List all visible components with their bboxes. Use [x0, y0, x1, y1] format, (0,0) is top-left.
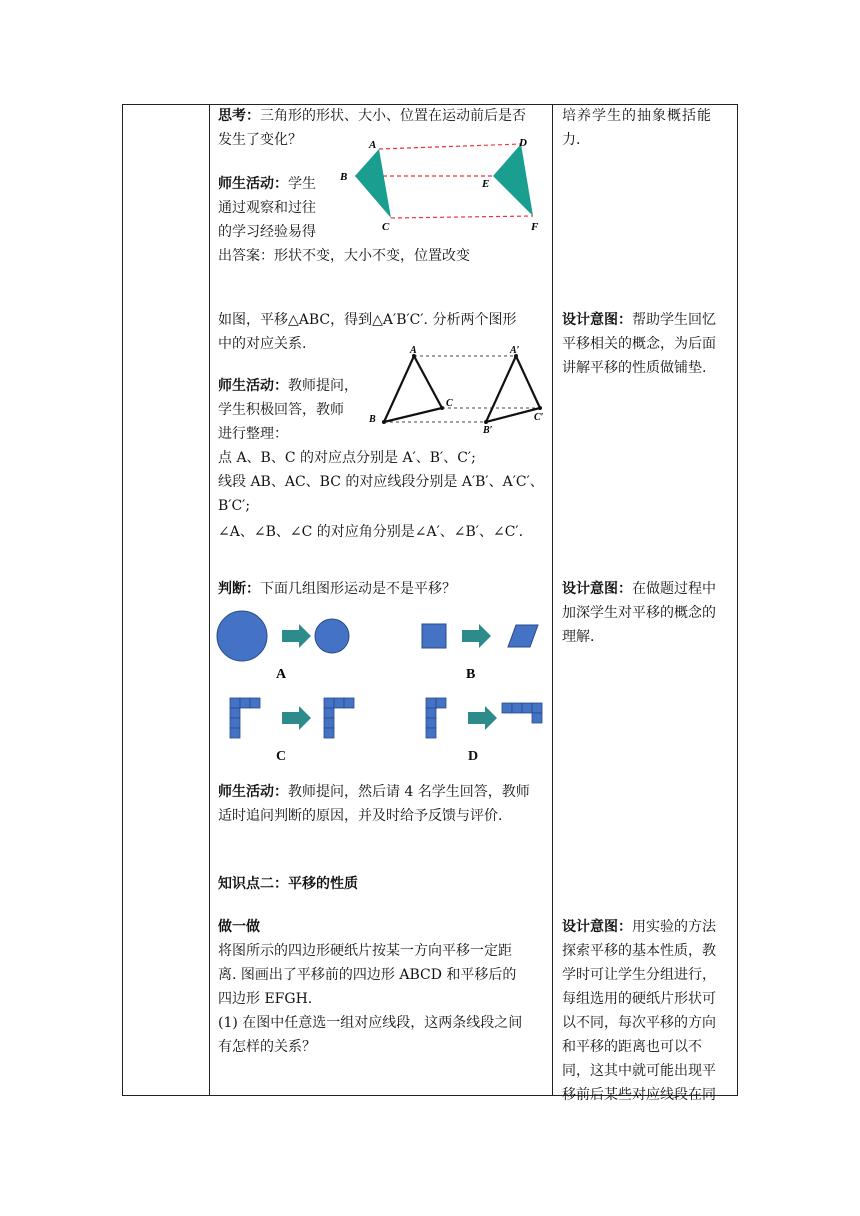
- do-it-line-2: 离. 图画出了平移前的四边形 ABCD 和平移后的: [218, 967, 517, 983]
- option-d-label: D: [468, 749, 479, 764]
- activity-1-line-4: 出答案：形状不变，大小不变，位置改变: [218, 248, 470, 264]
- right-note-4-line-3: 学时可让学生分组进行，: [562, 967, 716, 983]
- judge-block: [218, 577, 548, 601]
- section-2-line-1: 如图，平移△ABC，得到△A′B′C′. 分析两个图形: [218, 312, 517, 328]
- activity-1-line-3: 的学习经验易得: [218, 224, 316, 240]
- activity-3: [218, 780, 548, 828]
- activity-2-line-2: 学生积极回答，教师: [218, 402, 344, 418]
- label-f: F: [531, 221, 539, 233]
- label-b-prime: B′: [483, 425, 493, 434]
- label-c: C: [446, 398, 453, 409]
- label-c: C: [382, 221, 390, 233]
- activity-1-line-1: 学生: [288, 176, 316, 192]
- activity-2-line-6: B′C′;: [218, 498, 251, 514]
- knowledge-point-2-title: 知识点二：平移的性质: [218, 876, 358, 892]
- label-b: B: [340, 171, 348, 183]
- triangle-abc-outline: [384, 356, 442, 422]
- activity-3-line-1: 教师提问，然后请 4 名学生回答，教师: [288, 784, 530, 800]
- right-note-4-line-1: 用实验的方法: [632, 919, 716, 935]
- right-note-4-line-4: 每组选用的硬纸片形状可: [562, 991, 716, 1007]
- activity-2-line-1: 教师提问，: [288, 378, 358, 394]
- label-e: E: [482, 178, 490, 190]
- activity-1-label: 师生活动：: [218, 176, 288, 192]
- activity-3-line-2: 适时追问判断的原因，并及时给予反馈与评价.: [218, 808, 503, 824]
- right-note-4: [562, 915, 732, 1107]
- right-note-2-line-2: 平移相关的概念，为后面: [562, 336, 716, 352]
- judge-label: 判断：: [218, 581, 260, 597]
- column-divider-2: [552, 104, 553, 1096]
- right-note-3-line-1: 在做题过程中: [632, 581, 716, 597]
- think-label: 思考：: [218, 108, 260, 124]
- think-text-1: 三角形的形状、大小、位置在运动前后是否: [260, 108, 526, 124]
- right-note-1-line-2: 力.: [562, 132, 581, 148]
- label-d: D: [519, 137, 527, 149]
- label-a: A: [410, 345, 417, 356]
- right-note-4-line-5: 以不同，每次平移的方向: [562, 1015, 716, 1031]
- label-b: B: [369, 414, 376, 425]
- right-note-2-label: 设计意图：: [562, 312, 632, 328]
- option-a-label: A: [276, 667, 287, 682]
- right-note-3-label: 设计意图：: [562, 581, 632, 597]
- do-it-line-1: 将图所示的四边形硬纸片按某一方向平移一定距: [218, 943, 512, 959]
- option-c-label: C: [276, 749, 287, 764]
- triangle-abc-translation-figure: [362, 342, 552, 434]
- triangle-abc: [355, 149, 391, 218]
- section-2-line-2: 中的对应关系.: [218, 336, 307, 352]
- do-it-block: [218, 915, 548, 1059]
- right-note-4-label: 设计意图：: [562, 919, 632, 935]
- activity-2-label: 师生活动：: [218, 378, 288, 394]
- activity-3-label: 师生活动：: [218, 784, 288, 800]
- triangle-translation-figure: [335, 134, 550, 234]
- right-note-1: [562, 104, 732, 152]
- activity-2-line-5: 线段 AB、AC、BC 的对应线段分别是 A′B′、A′C′、: [218, 474, 544, 490]
- think-text-2: 发生了变化？: [218, 132, 302, 148]
- activity-1-line-2: 通过观察和过往: [218, 200, 316, 216]
- right-note-3: [562, 577, 732, 649]
- do-it-line-5: 有怎样的关系？: [218, 1039, 316, 1055]
- activity-2-line-3: 进行整理：: [218, 426, 288, 442]
- do-it-line-3: 四边形 EFGH.: [218, 991, 313, 1007]
- option-d: [426, 698, 542, 764]
- right-note-3-line-3: 理解.: [562, 629, 595, 645]
- triangle-def: [493, 144, 533, 216]
- right-note-4-line-6: 和平移的距离也可以不: [562, 1039, 702, 1055]
- translation-judgement-figure: [214, 608, 550, 768]
- triangle-a2b2c2-outline: [486, 356, 540, 422]
- right-note-4-line-8: 移前后某些对应线段在同: [562, 1087, 716, 1103]
- right-note-2-line-1: 帮助学生回忆: [632, 312, 716, 328]
- right-note-3-line-2: 加深学生对平移的概念的: [562, 605, 716, 621]
- knowledge-point-2: [218, 872, 548, 896]
- judge-text: 下面几组图形运动是不是平移？: [260, 581, 456, 597]
- label-c-prime: C′: [534, 412, 544, 423]
- right-note-4-line-2: 探索平移的基本性质，教: [562, 943, 716, 959]
- do-it-title: 做一做: [218, 919, 260, 935]
- option-a: [217, 611, 349, 682]
- do-it-line-4: (1) 在图中任意选一组对应线段，这两条线段之间: [218, 1015, 523, 1031]
- label-a: A: [369, 139, 377, 151]
- label-a-prime: A′: [510, 345, 520, 356]
- right-note-2-line-3: 讲解平移的性质做铺垫.: [562, 360, 707, 376]
- column-divider-1: [209, 104, 210, 1096]
- option-b-label: B: [466, 667, 476, 682]
- option-c: [230, 698, 354, 764]
- right-note-4-line-7: 同，这其中就可能出现平: [562, 1063, 716, 1079]
- right-note-2: [562, 308, 732, 380]
- option-b: [422, 624, 538, 682]
- activity-2-line-7: ∠A、∠B、∠C 的对应角分别是∠A′、∠B′、∠C′.: [218, 524, 524, 540]
- right-note-1-line-1: 培养学生的抽象概括能: [562, 108, 712, 124]
- activity-2-line-4: 点 A、B、C 的对应点分别是 A′、B′、C′;: [218, 450, 476, 466]
